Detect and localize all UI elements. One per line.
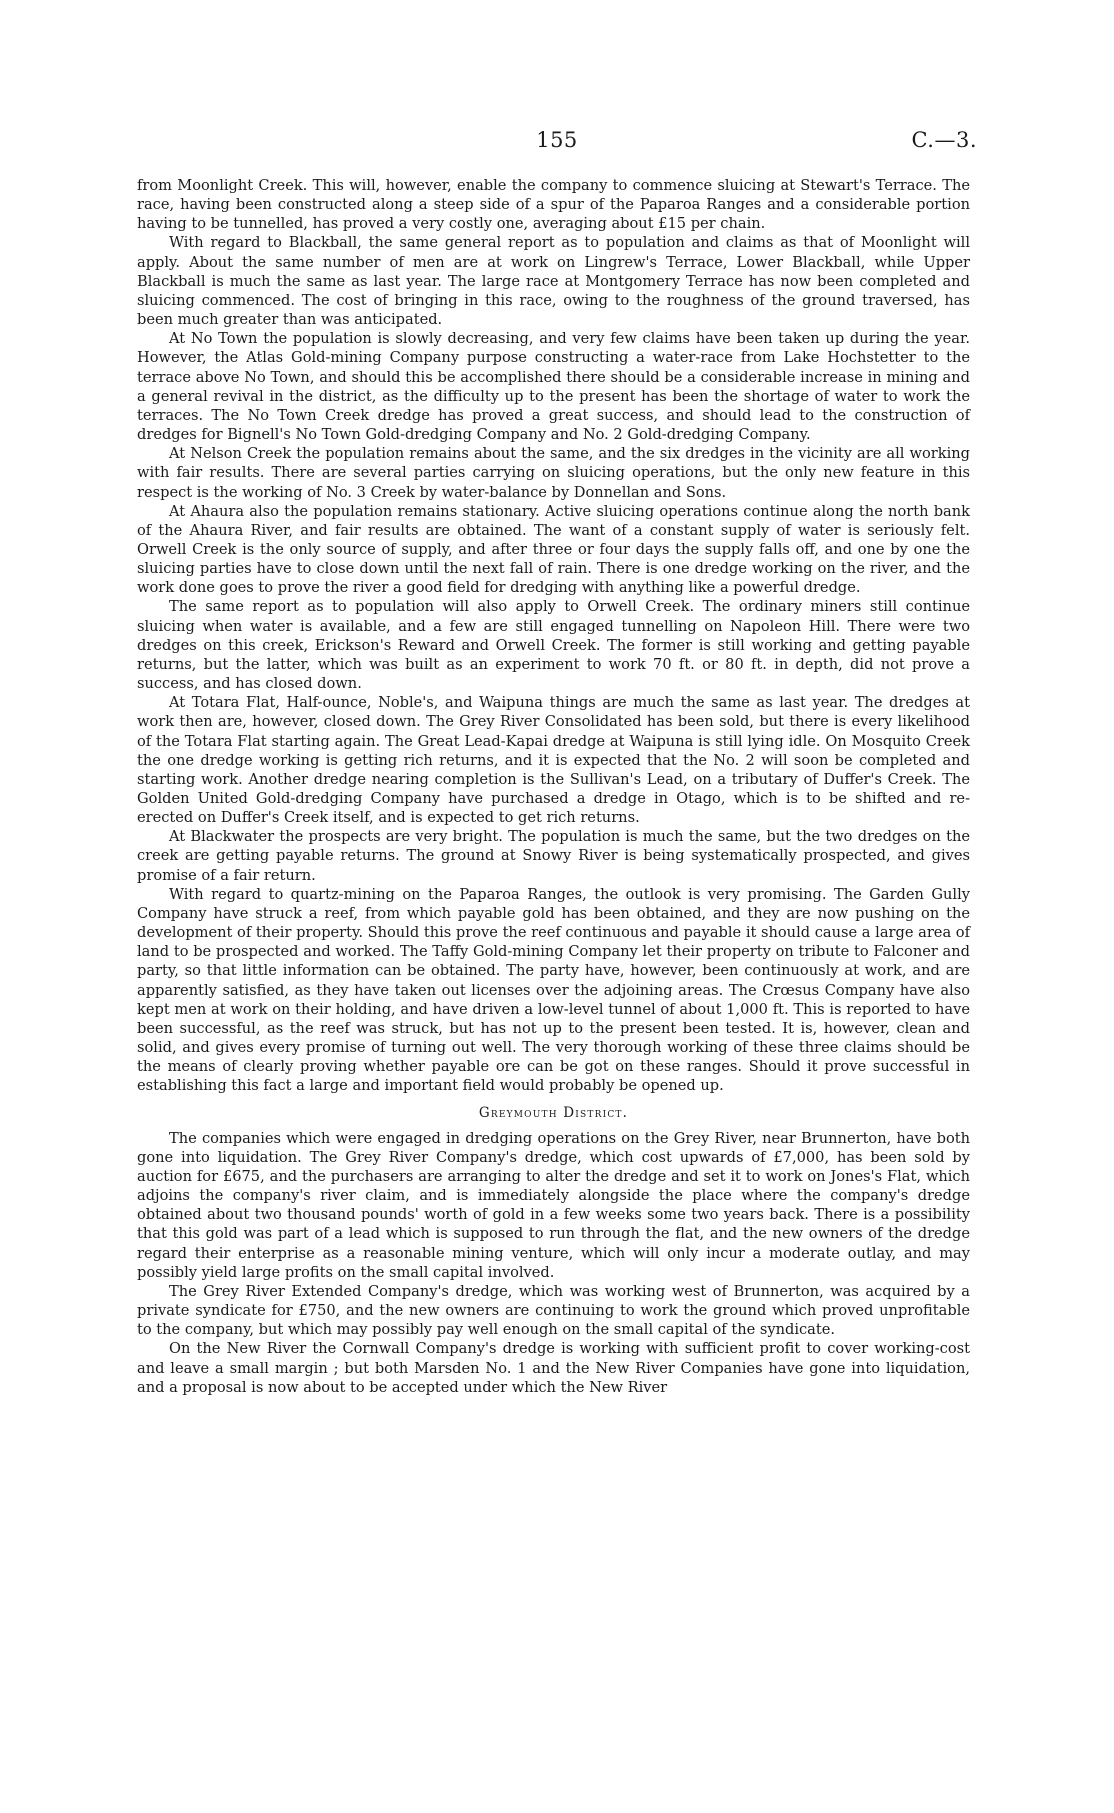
document-reference: C.—3. [911, 128, 977, 152]
paragraph: The companies which were engaged in dredging operations on the Grey River, near Brunnerton, have both gone into liquidation. The Grey River Company's dredge, which cost upwards of £7,000, has been sold by auction for £675, and the purchasers are arranging to alter the dredge and set it to work on Jones's Flat, which adjoins the company's river claim, and is immediately alongside the place where the company's dredge obtained about two thousand pounds' worth of gold in a few weeks some two years back. There is a possibility that this gold was part of a lead which is supposed to run through the flat, and the new owners of the dredge regard their enterprise as a reasonable mining venture, which will only incur a moderate outlay, and may possibly yield large profits on the small capital involved. [137, 1129, 970, 1281]
paragraph: The Grey River Extended Company's dredge, which was working west of Brunnerton, was acquired by a private syndicate for £750, and the new owners are continuing to work the ground which proved unprofitable to the company, but which may possibly pay well enough on the small capital of the syndicate. [137, 1282, 970, 1339]
section-heading: Greymouth District. [478, 1104, 629, 1121]
paragraph: At No Town the population is slowly decreasing, and very few claims have been taken up during the year. However, the Atlas Gold-mining Company purpose constructing a water-race from Lake Hochstetter to the terrace above No Town, and should this be accomplished there should be a considerable increase in mining and a general revival in the district, as the difficulty up to the present has been the shortage of water to work the terraces. The No Town Creek dredge has proved a great success, and should lead to the construction of dredges for Bignell's No Town Gold-dredging Company and No. 2 Gold-dredging Company. [137, 330, 970, 444]
paragraph: With regard to quartz-mining on the Paparoa Ranges, the outlook is very promising. The Garden Gully Company have struck a reef, from which payable gold has been obtained, and they are now pushing on the development of their property. Should this prove the reef continuous and payable it should cause a large area of land to be prospected and worked. The Taffy Gold-mining Company let their property on tribute to Falconer and party, so that little information can be obtained. The party have, however, been continuously at work, and are apparently satisfied, as they have taken out licenses over the adjoining areas. The Crœsus Company have also kept men at work on their holding, and have driven a low-level tunnel of about 1,000 ft. This is reported to have been successful, as the reef was struck, but has not up to the present been tested. It is, however, clean and solid, and gives every promise of turning out well. The very thorough working of these three claims should be the means of clearly proving whether payable ore can be got on these ranges. Should it prove successful in establishing this fact a large and important field would probably be opened up. [137, 885, 970, 1095]
paragraph: With regard to Blackball, the same general report as to population and claims as that of Moonlight will apply. About the same number of men are at work on Lingrew's Terrace, Lower Blackball, while Upper Blackball is much the same as last year. The large race at Montgomery Terrace has now been completed and sluicing commenced. The cost of bringing in this race, owing to the roughness of the ground traversed, has been much greater than was anticipated. [137, 234, 970, 329]
paragraph: At Nelson Creek the population remains about the same, and the six dredges in the vicinity are all working with fair results. There are several parties carrying on sluicing operations, but the only new feature in this respect is the working of No. 3 Creek by water-balance by Donnellan and Sons. [137, 445, 970, 501]
paragraph: from Moonlight Creek. This will, however, enable the company to commence sluicing at Stewart's Terrace. The race, having been constructed along a steep side of a spur of the Paparoa Ranges and a considerable portion having to be tunnelled, has proved a very costly one, averaging about £15 per chain. [137, 177, 970, 233]
body-text [137, 176, 970, 1397]
page-number: 155 [536, 128, 578, 152]
paragraph: The same report as to population will also apply to Orwell Creek. The ordinary miners still continue sluicing when water is available, and a few are still engaged tunnelling on Napoleon Hill. There were two dredges on this creek, Erickson's Reward and Orwell Creek. The former is still working and getting payable returns, but the latter, which was built as an experiment to work 70 ft. or 80 ft. in depth, did not prove a success, and has closed down. [137, 598, 970, 693]
paragraph: On the New River the Cornwall Company's dredge is working with sufficient profit to cover working-cost and leave a small margin ; but both Marsden No. 1 and the New River Companies have gone into liquidation, and a proposal is now about to be accepted under which the New River [137, 1340, 970, 1396]
paragraph: At Totara Flat, Half-ounce, Noble's, and Waipuna things are much the same as last year. The dredges at work then are, however, closed down. The Grey River Consolidated has been sold, but there is every likelihood of the Totara Flat starting again. The Great Lead-Kapai dredge at Waipuna is still lying idle. On Mosquito Creek the one dredge working is getting rich returns, and it is expected that the No. 2 will soon be completed and starting work. Another dredge nearing completion is the Sullivan's Lead, on a tributary of Duffer's Creek. The Golden United Gold-dredging Company have purchased a dredge in Otago, which is to be shifted and re-erected on Duffer's Creek itself, and is expected to get rich returns. [137, 694, 970, 827]
paragraph: At Ahaura also the population remains stationary. Active sluicing operations continue along the north bank of the Ahaura River, and fair results are obtained. The want of a constant supply of water is seriously felt. Orwell Creek is the only source of supply, and after three or four days the supply falls off, and one by one the sluicing parties have to close down until the next fall of rain. There is one dredge working on the river, and the work done goes to prove the river a good field for dredging with anything like a powerful dredge. [137, 502, 970, 597]
paragraph: At Blackwater the prospects are very bright. The population is much the same, but the two dredges on the creek are getting payable returns. The ground at Snowy River is being systematically prospected, and gives promise of a fair return. [137, 828, 970, 884]
